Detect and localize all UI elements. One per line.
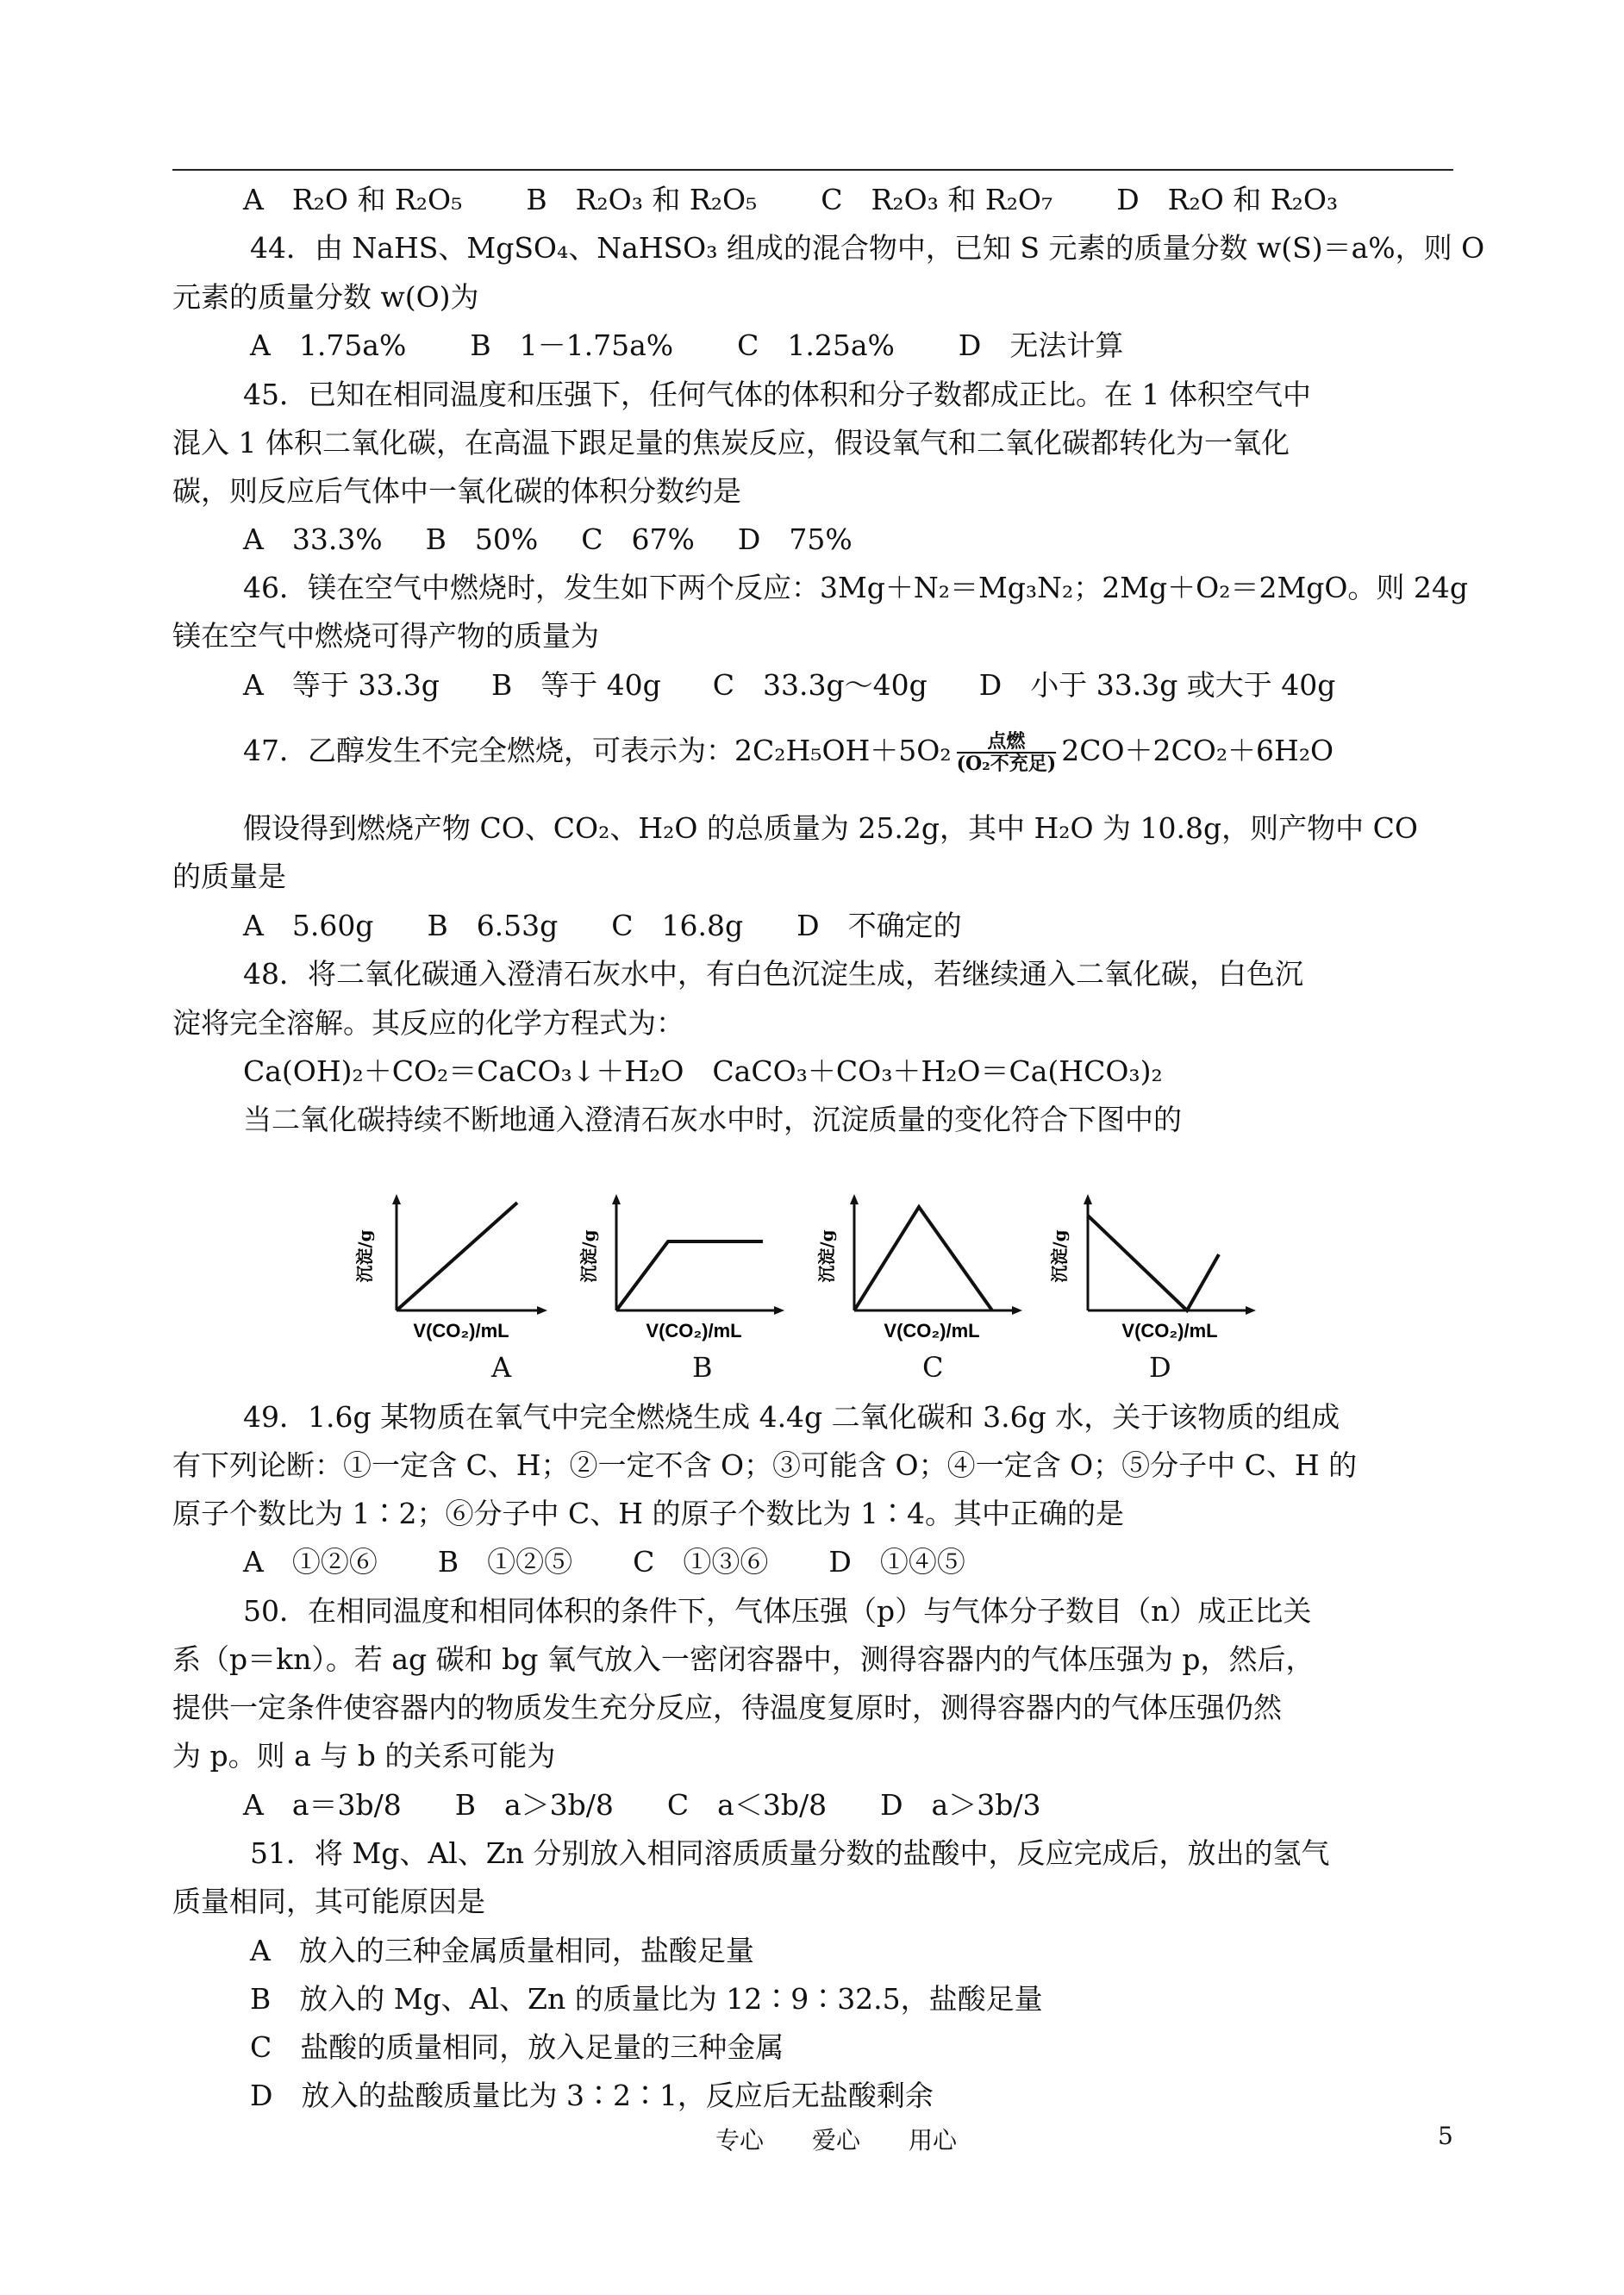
q49-line-3: 原子个数比为 1∶2；⑥分子中 C、H 的原子个数比为 1∶4。其中正确的是 xyxy=(172,1497,1124,1530)
q50-option-a: A a＝3b/8 xyxy=(243,1788,402,1822)
q44-option-c: C 1.25a% xyxy=(737,328,895,362)
chart-b-ylabel: 沉淀/g xyxy=(578,1229,599,1283)
header-rule xyxy=(172,169,1453,171)
chart-b-x-arrow xyxy=(774,1306,784,1315)
q45-line-1: 45．已知在相同温度和压强下，任何气体的体积和分子数都成正比。在 1 体积空气中 xyxy=(243,378,1311,411)
q50-line-3: 提供一定条件使容器内的物质发生充分反应，待温度复原时，测得容器内的气体压强仍然 xyxy=(172,1691,1282,1724)
q47-options xyxy=(243,909,962,943)
chart-a-ylabel: 沉淀/g xyxy=(354,1229,375,1283)
q51-option-d: D 放入的盐酸质量比为 3∶2∶1，反应后无盐酸剩余 xyxy=(250,2079,934,2112)
q49-line-2: 有下列论断：①一定含 C、H；②一定不含 O；③可能含 O；④一定含 O；⑤分子中 C、H 的 xyxy=(172,1448,1358,1482)
q51-line-2: 质量相同，其可能原因是 xyxy=(172,1885,485,1918)
chart-d-y-arrow xyxy=(1084,1194,1092,1204)
q47-option-d: D 不确定的 xyxy=(796,909,962,942)
q46-options xyxy=(243,668,1335,703)
chart-d-ylabel: 沉淀/g xyxy=(1049,1229,1070,1283)
q47-line-3: 的质量是 xyxy=(172,860,286,893)
q50-line-4: 为 p。则 a 与 b 的关系可能为 xyxy=(172,1739,556,1773)
q47-option-a: A 5.60g xyxy=(243,909,374,942)
q43-option-c: C R₂O₃ 和 R₂O₇ xyxy=(821,183,1053,216)
q44-line-2: 元素的质量分数 w(O)为 xyxy=(172,280,479,314)
q50-option-d: D a＞3b/3 xyxy=(880,1788,1041,1822)
chart-d xyxy=(1049,1194,1260,1345)
q50-options xyxy=(243,1788,1040,1823)
chart-c xyxy=(816,1194,1031,1345)
q51-line-1: 51．将 Mg、Al、Zn 分别放入相同溶质质量分数的盐酸中，反应完成后，放出的氢气 xyxy=(250,1836,1330,1870)
q50-option-c: C a＜3b/8 xyxy=(666,1788,828,1822)
footer-motto: 专心 爱心 用心 xyxy=(715,2126,958,2154)
q49-option-c: C ①③⑥ xyxy=(633,1545,769,1579)
chart-c-ylabel: 沉淀/g xyxy=(816,1229,837,1283)
q50-option-b: B a＞3b/8 xyxy=(454,1788,614,1822)
q46-option-d: D 小于 33.3g 或大于 40g xyxy=(978,668,1336,702)
q44-options xyxy=(250,328,1123,363)
chart-b-xlabel: V(CO₂)/mL xyxy=(646,1320,742,1341)
q50-line-2: 系（p＝kn）。若 ag 碳和 bg 氧气放入一密闭容器中，测得容器内的气体压强为 p，然后， xyxy=(172,1642,1315,1676)
q43-option-b: B R₂O₃ 和 R₂O₅ xyxy=(526,183,758,216)
q44-option-a: A 1.75a% xyxy=(250,328,407,362)
q47-equation-tail: 2CO＋2CO₂＋6H₂O xyxy=(1061,734,1334,767)
q47-option-c: C 16.8g xyxy=(611,909,744,942)
chart-a-label: A xyxy=(491,1351,512,1384)
chart-c-x-arrow xyxy=(1012,1306,1022,1315)
q44-option-b: B 1－1.75a% xyxy=(470,328,674,362)
q45-option-b: B 50% xyxy=(425,522,539,556)
q43-option-a: A R₂O 和 R₂O₅ xyxy=(243,183,463,216)
chart-a-y-arrow xyxy=(392,1194,401,1204)
chart-a-xlabel: V(CO₂)/mL xyxy=(413,1320,509,1341)
chart-c-y-arrow xyxy=(850,1194,859,1204)
q50-line-1: 50．在相同温度和相同体积的条件下，气体压强（p）与气体分子数目（n）成正比关 xyxy=(243,1594,1312,1628)
condition-oxygen: (O₂不充足) xyxy=(956,753,1057,775)
q43-option-d: D R₂O 和 R₂O₃ xyxy=(1116,183,1339,216)
q47-line-2: 假设得到燃烧产物 CO、CO₂、H₂O 的总质量为 25.2g，其中 H₂O 为 10.8g，则产物中 CO xyxy=(243,811,1418,845)
q49-option-d: D ①④⑤ xyxy=(828,1545,965,1579)
q47-equation xyxy=(243,731,1334,774)
q51-option-c: C 盐酸的质量相同，放入足量的三种金属 xyxy=(250,2030,784,2064)
page-number: 5 xyxy=(1438,2122,1453,2150)
chart-c-xlabel: V(CO₂)/mL xyxy=(884,1320,980,1341)
chart-b xyxy=(578,1194,793,1345)
q51-option-a: A 放入的三种金属质量相同，盐酸足量 xyxy=(250,1934,754,1967)
condition-ignite: 点燃 xyxy=(957,731,1057,754)
q47-equation-lead: 47．乙醇发生不完全燃烧，可表示为：2C₂H₅OH＋5O₂ xyxy=(243,734,952,767)
q48-line-3: Ca(OH)₂＋CO₂＝CaCO₃↓＋H₂O CaCO₃＋CO₃＋H₂O＝Ca(HCO₃)₂ xyxy=(243,1054,1163,1088)
q49-options xyxy=(243,1545,965,1579)
chart-d-x-arrow xyxy=(1246,1306,1256,1315)
q44-line-1: 44．由 NaHS、MgSO₄、NaHSO₃ 组成的混合物中，已知 S 元素的质量分数 w(S)＝a%，则 O xyxy=(250,231,1485,265)
chart-a-x-arrow xyxy=(537,1306,547,1315)
chart-d-curve xyxy=(1088,1216,1219,1310)
q51-option-b: B 放入的 Mg、Al、Zn 的质量比为 12∶9∶32.5，盐酸足量 xyxy=(250,1982,1043,2016)
q45-options xyxy=(243,522,853,557)
q44-option-d: D 无法计算 xyxy=(958,328,1124,362)
q49-option-a: A ①②⑥ xyxy=(243,1545,378,1579)
reaction-condition xyxy=(957,731,1057,774)
q43-options xyxy=(243,183,1338,217)
q45-option-c: C 67% xyxy=(581,522,695,556)
q47-option-b: B 6.53g xyxy=(427,909,559,942)
chart-c-curve xyxy=(854,1207,992,1310)
q49-option-b: B ①②⑤ xyxy=(437,1545,573,1579)
q46-line-1: 46．镁在空气中燃烧时，发生如下两个反应：3Mg＋N₂＝Mg₃N₂；2Mg＋O₂＝2MgO。则 24g xyxy=(243,571,1469,604)
chart-a-curve xyxy=(397,1203,517,1310)
q49-line-1: 49．1.6g 某物质在氧气中完全燃烧生成 4.4g 二氧化碳和 3.6g 水，关于该物质的组成 xyxy=(243,1400,1340,1434)
chart-d-svg xyxy=(1049,1194,1260,1345)
chart-d-xlabel: V(CO₂)/mL xyxy=(1121,1320,1218,1341)
q48-line-4: 当二氧化碳持续不断地通入澄清石灰水中时，沉淀质量的变化符合下图中的 xyxy=(243,1103,1182,1136)
q46-line-2: 镁在空气中燃烧可得产物的质量为 xyxy=(172,619,599,653)
q48-line-1: 48．将二氧化碳通入澄清石灰水中，有白色沉淀生成，若继续通入二氧化碳，白色沉 xyxy=(243,957,1303,991)
q46-option-c: C 33.3g～40g xyxy=(712,668,928,702)
chart-b-y-arrow xyxy=(612,1194,621,1204)
chart-d-label: D xyxy=(1149,1351,1171,1384)
chart-b-label: B xyxy=(692,1351,713,1384)
chart-a xyxy=(353,1194,552,1345)
chart-b-curve xyxy=(616,1241,763,1310)
q45-option-d: D 75% xyxy=(737,522,853,556)
q45-line-2: 混入 1 体积二氧化碳，在高温下跟足量的焦炭反应，假设氧气和二氧化碳都转化为一氧化 xyxy=(172,426,1290,460)
chart-a-svg xyxy=(353,1194,552,1345)
q46-option-b: B 等于 40g xyxy=(490,668,661,702)
q46-option-a: A 等于 33.3g xyxy=(243,668,440,702)
q48-line-2: 淀将完全溶解。其反应的化学方程式为： xyxy=(172,1006,684,1040)
chart-b-svg xyxy=(578,1194,793,1345)
q45-line-3: 碳，则反应后气体中一氧化碳的体积分数约是 xyxy=(172,474,741,508)
chart-c-label: C xyxy=(922,1351,944,1384)
chart-c-svg xyxy=(816,1194,1031,1345)
q45-option-a: A 33.3% xyxy=(243,522,383,556)
